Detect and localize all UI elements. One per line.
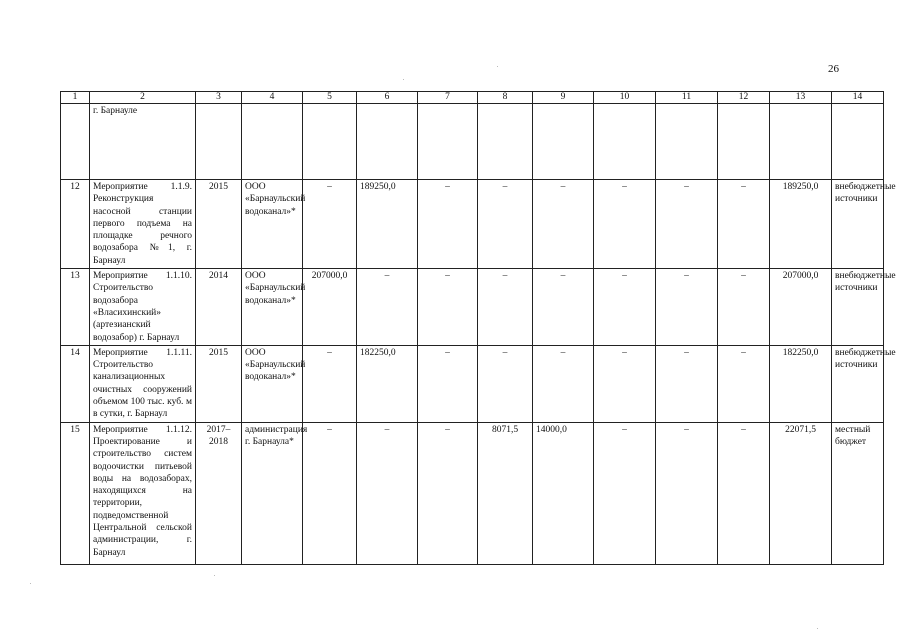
- value-col7: –: [418, 269, 478, 346]
- source-cell: внебюджетные источники: [832, 269, 884, 346]
- column-header: 14: [832, 92, 884, 104]
- value-col7: –: [418, 345, 478, 422]
- value-col6: 189250,0: [357, 180, 418, 269]
- value-col9: 14000,0: [533, 422, 594, 564]
- executor-cell: ООО «Барнаульский водоканал»*: [242, 345, 303, 422]
- table-header-row: [61, 92, 884, 104]
- value-col5: 207000,0: [303, 269, 357, 346]
- executor-cell: ООО «Барнаульский водоканал»*: [242, 269, 303, 346]
- source-cell: внебюджетные источники: [832, 345, 884, 422]
- value-col9: –: [533, 180, 594, 269]
- scan-speck: [817, 628, 818, 629]
- measure-name: Мероприятие 1.1.9. Реконструкция насосной станции первого подъема на площадке речного водозабора №1, г. Барнаул: [90, 180, 196, 269]
- value-col8: 8071,5: [478, 422, 533, 564]
- column-header: 2: [90, 92, 196, 104]
- table-row: [61, 345, 884, 422]
- scan-speck: [497, 66, 498, 67]
- value-col6: [357, 104, 418, 180]
- total-cell: 189250,0: [770, 180, 832, 269]
- value-col6: –: [357, 422, 418, 564]
- column-header: 5: [303, 92, 357, 104]
- value-col9: –: [533, 269, 594, 346]
- value-col5: –: [303, 345, 357, 422]
- value-col5: [303, 104, 357, 180]
- value-col8: –: [478, 180, 533, 269]
- value-col9: –: [533, 345, 594, 422]
- value-col5: –: [303, 422, 357, 564]
- year-cell: 2014: [196, 269, 242, 346]
- value-col8: –: [478, 269, 533, 346]
- value-col11: [656, 104, 718, 180]
- column-header: 12: [718, 92, 770, 104]
- value-col12: –: [718, 422, 770, 564]
- funding-table: [60, 91, 896, 565]
- scan-speck: [30, 583, 31, 584]
- row-number: 14: [61, 345, 90, 422]
- table-row: [61, 180, 884, 269]
- value-col12: [718, 104, 770, 180]
- value-col8: [478, 104, 533, 180]
- value-col11: –: [656, 269, 718, 346]
- value-col12: –: [718, 269, 770, 346]
- source-cell: местный бюджет: [832, 422, 884, 564]
- source-cell: [832, 104, 884, 180]
- table-row: [61, 269, 884, 346]
- year-cell: 2015: [196, 180, 242, 269]
- executor-cell: ООО «Барнаульский водоканал»*: [242, 180, 303, 269]
- value-col10: –: [594, 269, 656, 346]
- row-number: 15: [61, 422, 90, 564]
- value-col8: –: [478, 345, 533, 422]
- value-col7: –: [418, 422, 478, 564]
- column-header: 13: [770, 92, 832, 104]
- column-header: 8: [478, 92, 533, 104]
- page-number: 26: [828, 63, 839, 75]
- value-col11: –: [656, 180, 718, 269]
- value-col10: [594, 104, 656, 180]
- value-col11: –: [656, 345, 718, 422]
- column-header: 7: [418, 92, 478, 104]
- value-col7: [418, 104, 478, 180]
- year-cell: 2017–2018: [196, 422, 242, 564]
- value-col6: –: [357, 269, 418, 346]
- value-col10: –: [594, 422, 656, 564]
- year-cell: 2015: [196, 345, 242, 422]
- total-cell: [770, 104, 832, 180]
- total-cell: 182250,0: [770, 345, 832, 422]
- scan-speck: [214, 575, 215, 576]
- measure-name: Мероприятие 1.1.11. Строительство канализационных очистных сооружений объемом 100 тыс. куб. м в сутки, г. Барнаул: [90, 345, 196, 422]
- row-number: [61, 104, 90, 180]
- measure-name: Мероприятие 1.1.12. Проектирование и строительство систем водоочистки питьевой воды на водозаборах, находящихся на территории, подведомственной Центральной сельской администрации, г. Барнаул: [90, 422, 196, 564]
- year-cell: [196, 104, 242, 180]
- column-header: 11: [656, 92, 718, 104]
- measure-name: г. Барнауле: [90, 104, 196, 180]
- value-col11: –: [656, 422, 718, 564]
- executor-cell: [242, 104, 303, 180]
- executor-cell: администрация г. Барнаула*: [242, 422, 303, 564]
- measure-name: Мероприятие 1.1.10. Строительство водозабора «Власихинский» (артезианский водозабор) г. Барнаул: [90, 269, 196, 346]
- table-row: [61, 422, 884, 564]
- row-number: 12: [61, 180, 90, 269]
- scan-speck: [403, 79, 404, 80]
- value-col12: –: [718, 345, 770, 422]
- column-header: 4: [242, 92, 303, 104]
- source-cell: внебюджетные источники: [832, 180, 884, 269]
- value-col6: 182250,0: [357, 345, 418, 422]
- table-row: [61, 104, 884, 180]
- value-col9: [533, 104, 594, 180]
- row-number: 13: [61, 269, 90, 346]
- value-col12: –: [718, 180, 770, 269]
- total-cell: 22071,5: [770, 422, 832, 564]
- value-col5: –: [303, 180, 357, 269]
- value-col10: –: [594, 345, 656, 422]
- column-header: 10: [594, 92, 656, 104]
- column-header: 6: [357, 92, 418, 104]
- value-col10: –: [594, 180, 656, 269]
- column-header: 3: [196, 92, 242, 104]
- total-cell: 207000,0: [770, 269, 832, 346]
- column-header: 9: [533, 92, 594, 104]
- column-header: 1: [61, 92, 90, 104]
- value-col7: –: [418, 180, 478, 269]
